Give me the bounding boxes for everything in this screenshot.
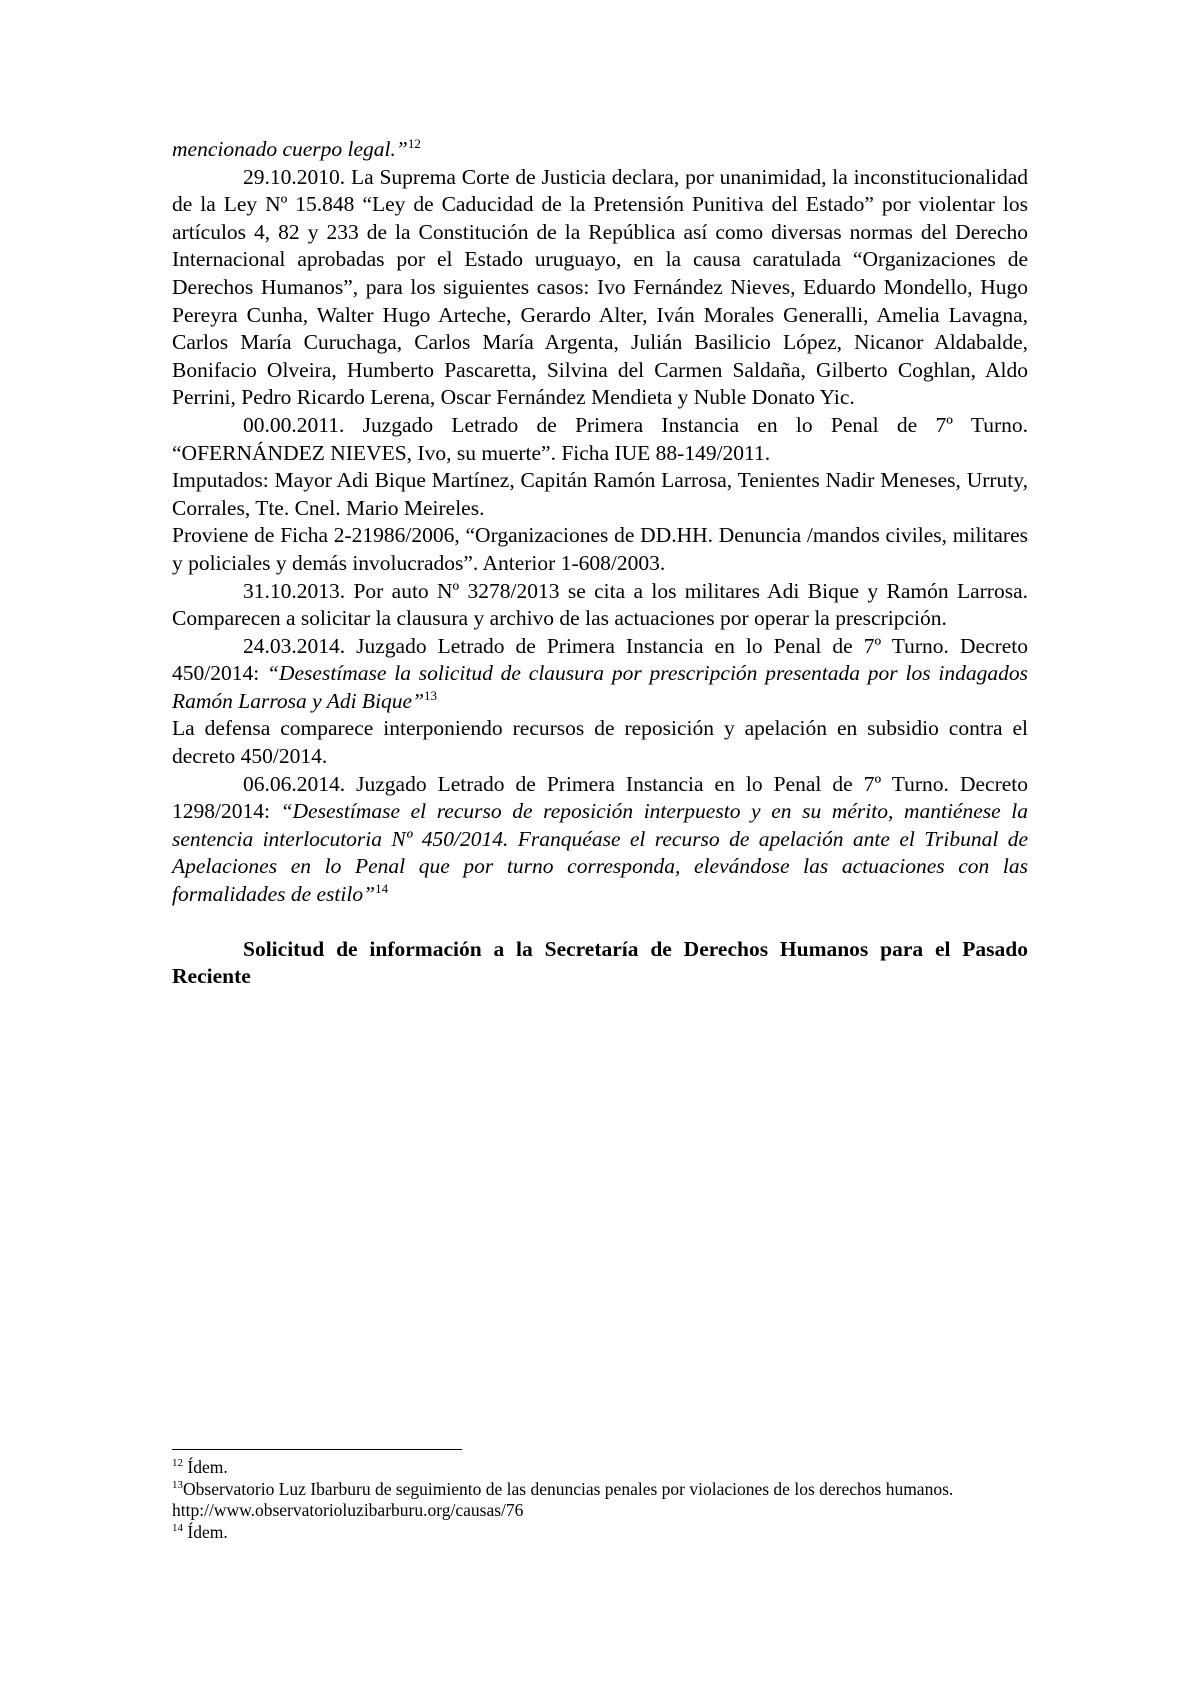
footnote-separator [172, 1449, 462, 1450]
paragraph-origin: Proviene de Ficha 2-21986/2006, “Organizaciones de DD.HH. Denuncia /mandos civiles, militares y policiales y demás involucrados”. Anterior 1-608/2003. [172, 523, 1028, 575]
footnote-12 [172, 1457, 1032, 1479]
paragraph-text: 06.06.2014. Juzgado Letrado de Primera Instancia en lo Penal de 7º Turno. Decreto 1298/2014: [172, 771, 1028, 824]
paragraph-2013-citation: 31.10.2013. Por auto Nº 3278/2013 se cita a los militares Adi Bique y Ramón Larrosa. Comparecen a solicitar la clausura y archivo de las actuaciones por operar la prescripción. [172, 578, 1028, 631]
paragraph-2014-decree-450 [172, 633, 1028, 716]
italic-quote: “Desestímase el recurso de reposición interpuesto y en su mérito, mantiénese la sentencia interlocutoria Nº 450/2014. Franquéase el recurso de apelación ante el Tribunal de Apelaciones en lo Penal que por turno corresponda, elevándose las actuaciones con las formalidades de estilo” [172, 799, 1028, 907]
footnote-text: Ídem. [183, 1521, 228, 1542]
footnote-13 [172, 1479, 1032, 1522]
paragraph-2014-decree-1298 [172, 771, 1028, 909]
footnote-number: 14 [172, 1521, 183, 1534]
footnote-text: Ídem. [183, 1457, 228, 1477]
paragraph-2010-ruling: 29.10.2010. La Suprema Corte de Justicia declara, por unanimidad, la inconstitucionalidad de la Ley Nº 15.848 “Ley de Caducidad de la Pretensión Punitiva del Estado” por violentar los artículos 4, 82 y 233 de la Constitución de la República así como diversas normas del Derecho Internacional aprobadas por el Estado uruguayo, en la causa caratulada “Organizaciones de Derechos Humanos”, para los siguientes casos: Ivo Fernández Nieves, Eduardo Mondello, Hugo Pereyra Cunha, Walter Hugo Arteche, Gerardo Alter, Iván Morales Generalli, Amelia Lavagna, Carlos María Curuchaga, Carlos María Argenta, Julián Basilicio López, Nicanor Aldabalde, Bonifacio Olveira, Humberto Pascaretta, Silvina del Carmen Saldaña, Gilberto Coghlan, Aldo Perrini, Pedro Ricardo Lerena, Oscar Fernández Mendieta y Nuble Donato Yic. [172, 164, 1028, 410]
paragraph-defense-appeal: La defensa comparece interponiendo recursos de reposición y apelación en subsidio contra el decreto 450/2014. [172, 716, 1028, 769]
italic-quote: mencionado cuerpo legal.” [172, 137, 408, 161]
paragraph-2011-case: 00.00.2011. Juzgado Letrado de Primera Instancia en lo Penal de 7º Turno. “OFERNÁNDEZ NIEVES, Ivo, su muerte”. Ficha IUE 88-149/2011. [172, 412, 1028, 465]
paragraph-quote-end [172, 136, 1028, 164]
footnote-text: Observatorio Luz Ibarburu de seguimiento de las denuncias penales por violaciones de los derechos humanos. http://www.observatorioluzibarburu.org/causas/76 [172, 1478, 954, 1520]
footnote-number: 13 [172, 1478, 183, 1491]
footnote-14 [172, 1522, 1032, 1544]
section-heading: Solicitud de información a la Secretaría de Derechos Humanos para el Pasado Reciente [172, 936, 1028, 989]
footnote-ref: 13 [424, 687, 438, 703]
footnote-ref: 14 [375, 880, 389, 896]
paragraph-text: 24.03.2014. Juzgado Letrado de Primera Instancia en lo Penal de 7º Turno. Decreto 450/2014: [172, 633, 1028, 686]
footnote-ref: 12 [407, 135, 421, 151]
italic-quote: “Desestímase la solicitud de clausura por prescripción presentada por los indagados Ramón Larrosa y Adi Bique” [172, 661, 1028, 713]
paragraph-accused: Imputados: Mayor Adi Bique Martínez, Capitán Ramón Larrosa, Tenientes Nadir Meneses, Urruty, Corrales, Tte. Cnel. Mario Meireles. [172, 468, 1028, 520]
footnotes [172, 1457, 1032, 1543]
document-body [172, 136, 1028, 991]
footnote-number: 12 [172, 1457, 183, 1470]
